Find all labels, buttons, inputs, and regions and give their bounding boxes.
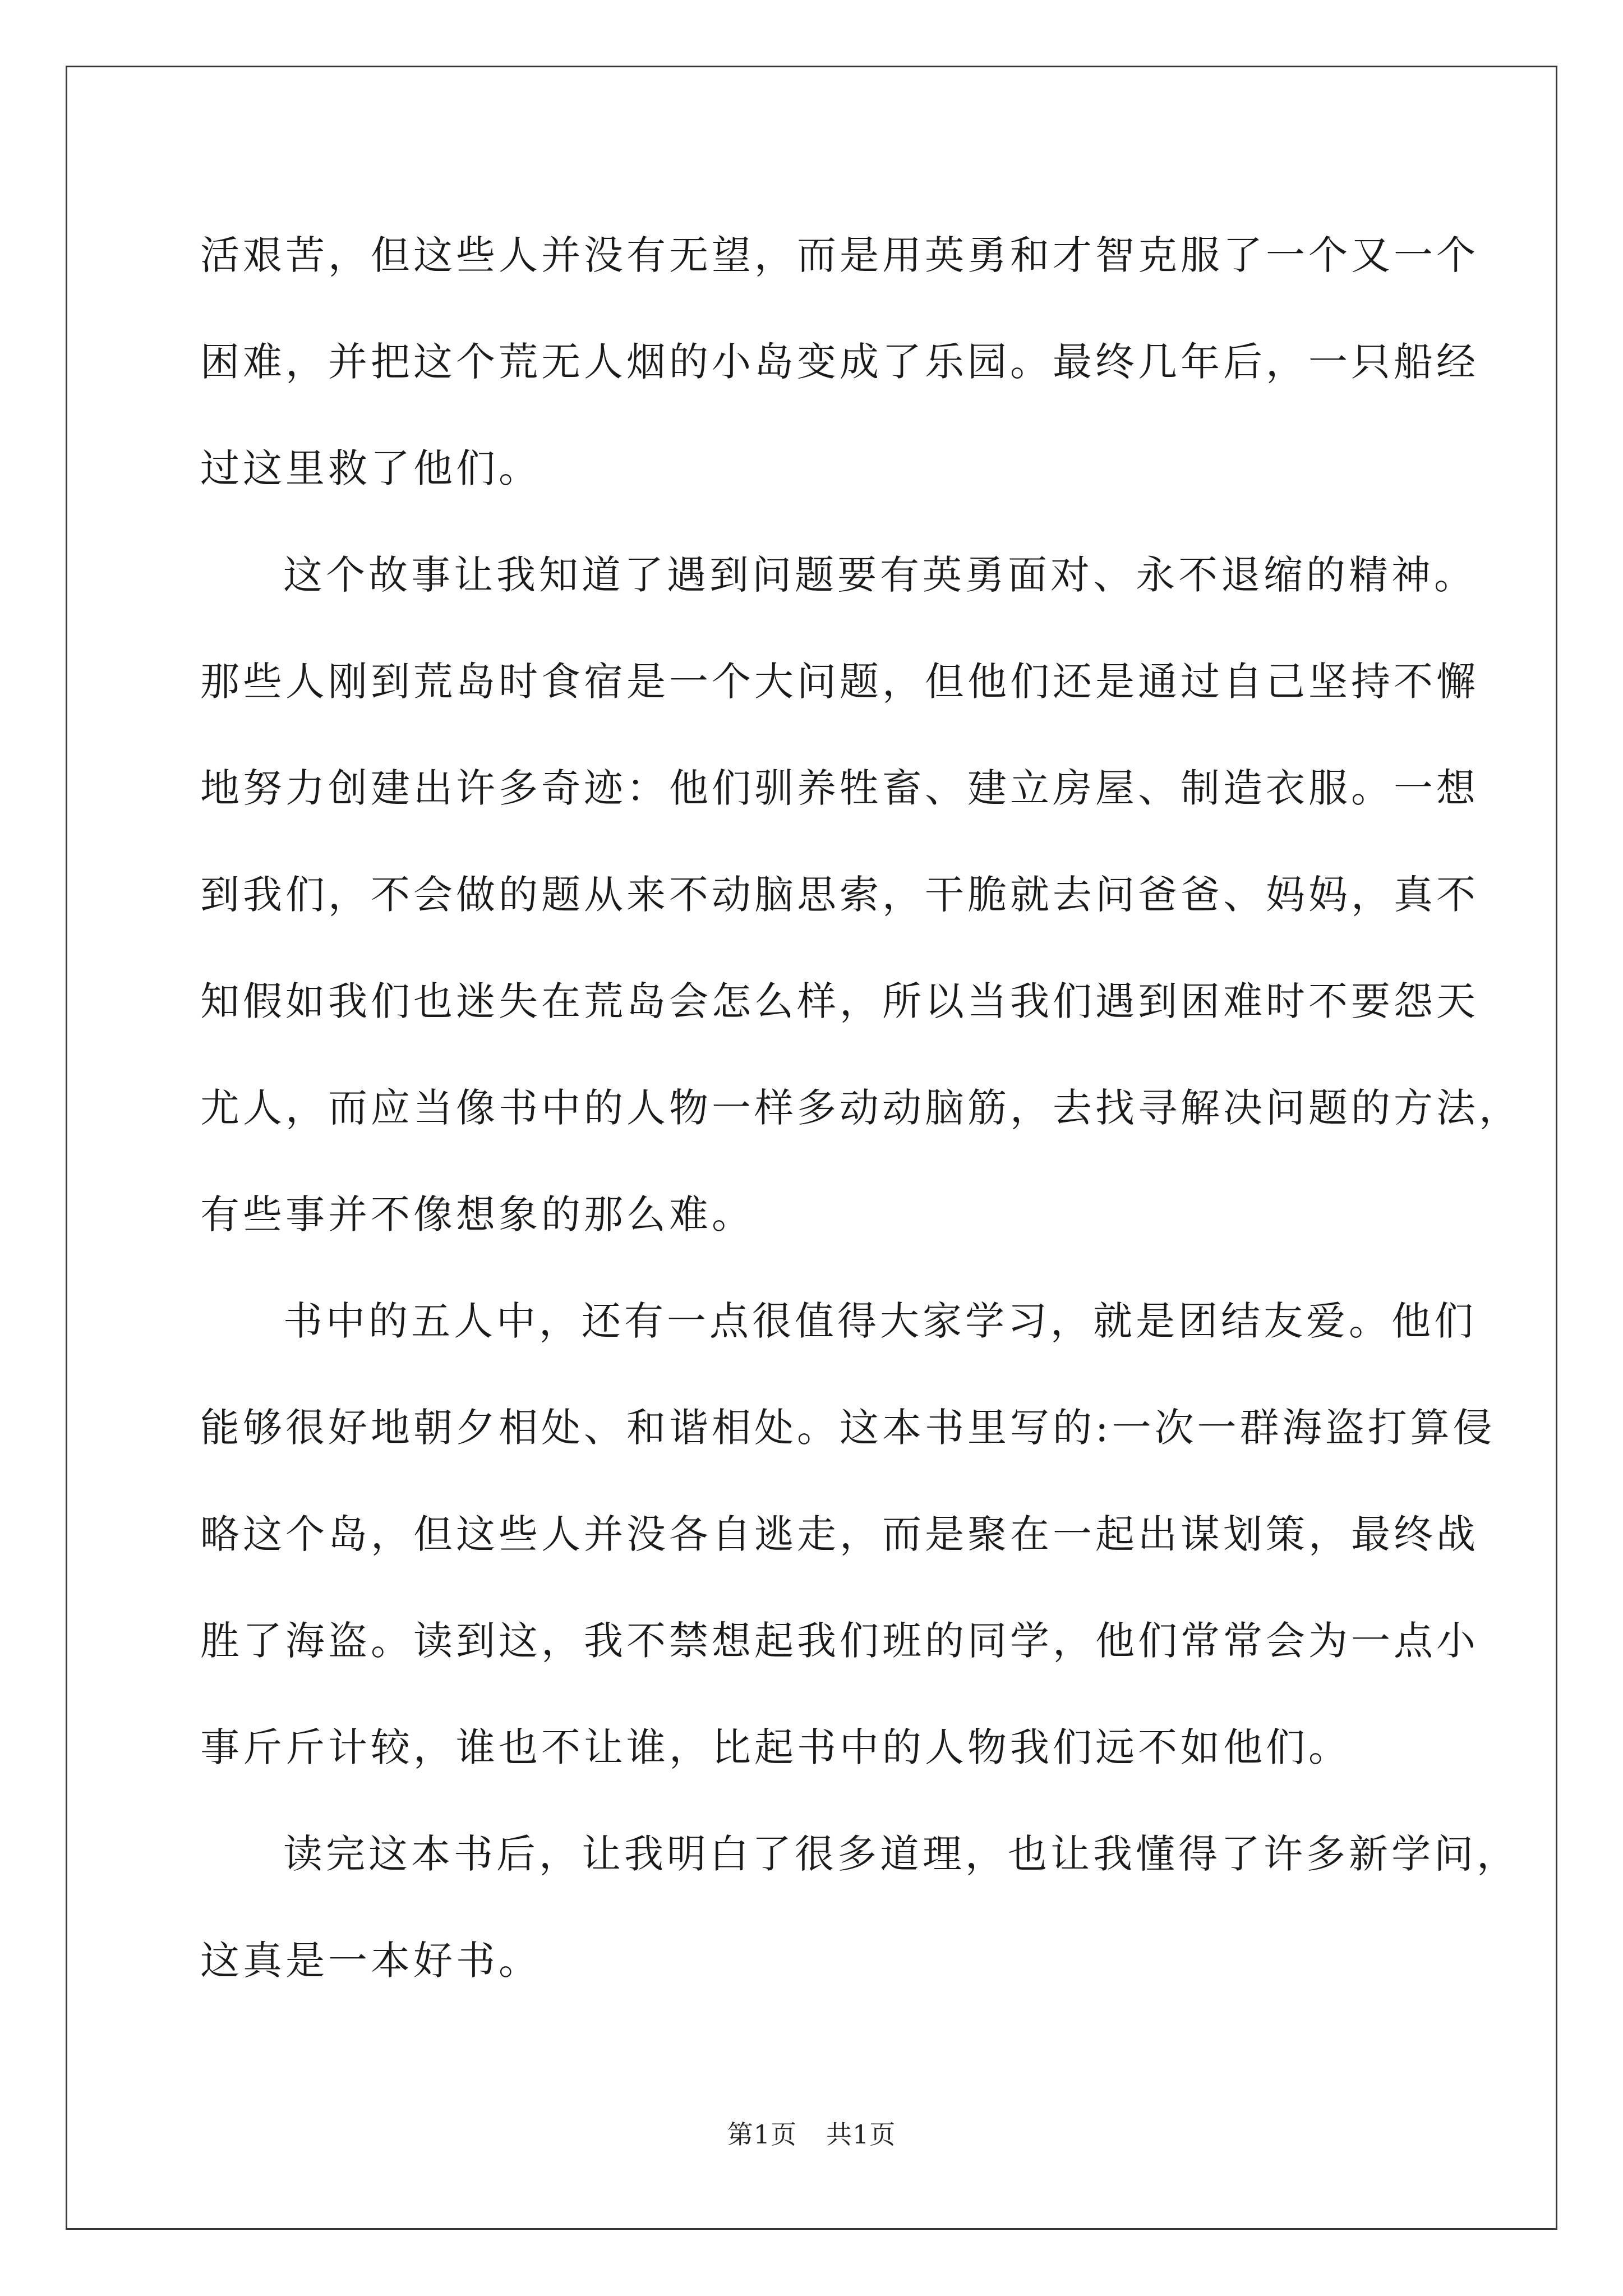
text-line: 有些事并不像想象的那么难。 — [200, 1191, 754, 1237]
text-line: 这个故事让我知道了遇到问题要有英勇面对、永不退缩的精神。 — [283, 552, 1477, 598]
text-line: 知假如我们也迷失在荒岛会怎么样，所以当我们遇到困难时不要怨天 — [200, 978, 1479, 1024]
page-total: 共1页 — [826, 2119, 896, 2150]
text-line: 这真是一本好书。 — [200, 1938, 541, 1984]
text-line: 胜了海盗。读到这，我不禁想起我们班的同学，他们常常会为一点小 — [200, 1618, 1479, 1664]
text-line: 困难，并把这个荒无人烟的小岛变成了乐园。最终几年后，一只船经 — [200, 339, 1479, 385]
text-line: 到我们，不会做的题从来不动脑思索，干脆就去问爸爸、妈妈，真不 — [200, 872, 1479, 918]
page-footer — [0, 2118, 1623, 2151]
paragraph-1 — [200, 202, 1479, 522]
text-line: 事斤斤计较，谁也不让谁，比起书中的人物我们远不如他们。 — [200, 1724, 1351, 1770]
text-line: 尤人，而应当像书中的人物一样多动动脑筋，去找寻解决问题的方法， — [200, 1085, 1521, 1131]
document-body — [200, 202, 1521, 2014]
text-line: 书中的五人中，还有一点很值得大家学习，就是团结友爱。他们 — [283, 1298, 1477, 1344]
text-line: 那些人刚到荒岛时食宿是一个大问题，但他们还是通过自己坚持不懈 — [200, 659, 1479, 705]
paragraph-3 — [200, 1268, 1496, 1801]
text-line: 读完这本书后，让我明白了很多道理，也让我懂得了许多新学问， — [283, 1831, 1519, 1877]
text-line: 过这里救了他们。 — [200, 445, 541, 491]
text-line: 能够很好地朝夕相处、和谐相处。这本书里写的:一次一群海盗打算侵 — [200, 1405, 1496, 1451]
text-line: 略这个岛，但这些人并没各自逃走，而是聚在一起出谋划策，最终战 — [200, 1511, 1479, 1557]
paragraph-2 — [200, 522, 1521, 1268]
text-line: 活艰苦，但这些人并没有无望，而是用英勇和才智克服了一个又一个 — [200, 232, 1479, 278]
paragraph-4 — [200, 1801, 1519, 2014]
page-number: 第1页 — [727, 2119, 797, 2150]
text-line: 地努力创建出许多奇迹：他们驯养牲畜、建立房屋、制造衣服。一想 — [200, 765, 1479, 811]
